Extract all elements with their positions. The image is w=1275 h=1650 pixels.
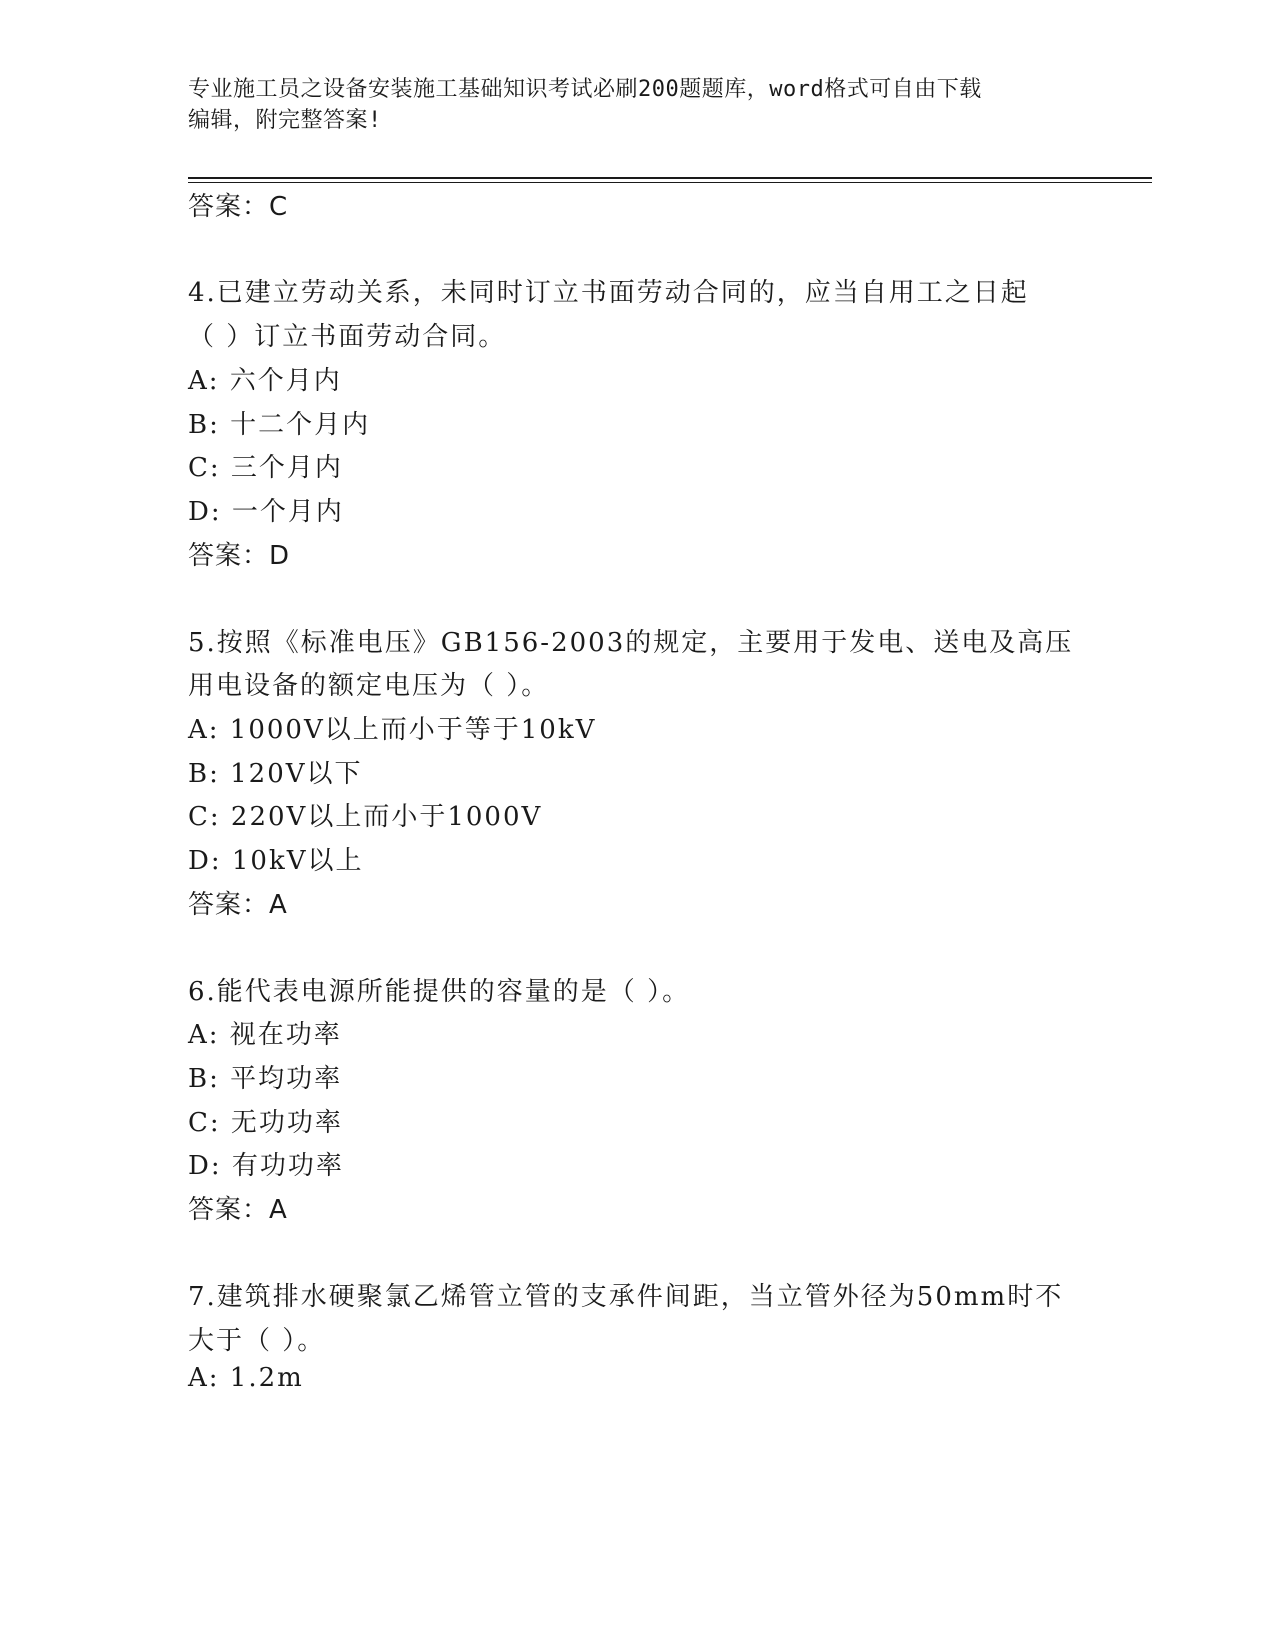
question-4-option-a: A: 六个月内: [188, 366, 342, 396]
question-6-option-b: B: 平均功率: [188, 1064, 343, 1094]
question-5-stem-line1: 5.按照《标准电压》GB156-2003的规定，主要用于发电、送电及高压: [188, 628, 1074, 658]
question-4-stem-line2: （ ）订立书面劳动合同。: [188, 322, 507, 352]
question-7-option-a: A: 1.2m: [188, 1363, 304, 1393]
question-7-stem-line1: 7.建筑排水硬聚氯乙烯管立管的支承件间距，当立管外径为50mm时不: [188, 1282, 1064, 1312]
question-6-option-a: A: 视在功率: [188, 1020, 342, 1050]
question-4-option-d: D: 一个月内: [188, 497, 344, 527]
question-5-option-a: A: 1000V以上而小于等于10kV: [188, 715, 597, 745]
question-4-stem-line1: 4.已建立劳动关系，未同时订立书面劳动合同的，应当自用工之日起: [188, 278, 1029, 308]
header-divider-thin: [188, 182, 1152, 183]
header-divider-thick: [188, 177, 1152, 179]
question-5-option-b: B: 120V以下: [188, 759, 363, 789]
question-4-option-b: B: 十二个月内: [188, 410, 371, 440]
question-6-option-d: D: 有功功率: [188, 1151, 344, 1181]
header-title-line1: 专业施工员之设备安装施工基础知识考试必刷200题题库，word格式可自由下载: [188, 77, 982, 102]
question-6-stem-line1: 6.能代表电源所能提供的容量的是（ ）。: [188, 977, 691, 1007]
question-5-stem-line2: 用电设备的额定电压为（ ）。: [188, 671, 550, 701]
question-6-option-c: C: 无功功率: [188, 1108, 343, 1138]
previous-answer: 答案：C: [188, 192, 289, 222]
question-4-answer: 答案：D: [188, 541, 291, 571]
question-7-stem-line2: 大于（ ）。: [188, 1326, 326, 1356]
question-5-option-d: D: 10kV以上: [188, 846, 364, 876]
question-5-option-c: C: 220V以上而小于1000V: [188, 802, 543, 832]
document-header: [188, 74, 1068, 136]
question-4-option-c: C: 三个月内: [188, 453, 343, 483]
question-5-answer: 答案：A: [188, 890, 288, 920]
header-title-line2: 编辑，附完整答案!: [188, 108, 382, 133]
question-6-answer: 答案：A: [188, 1195, 288, 1225]
